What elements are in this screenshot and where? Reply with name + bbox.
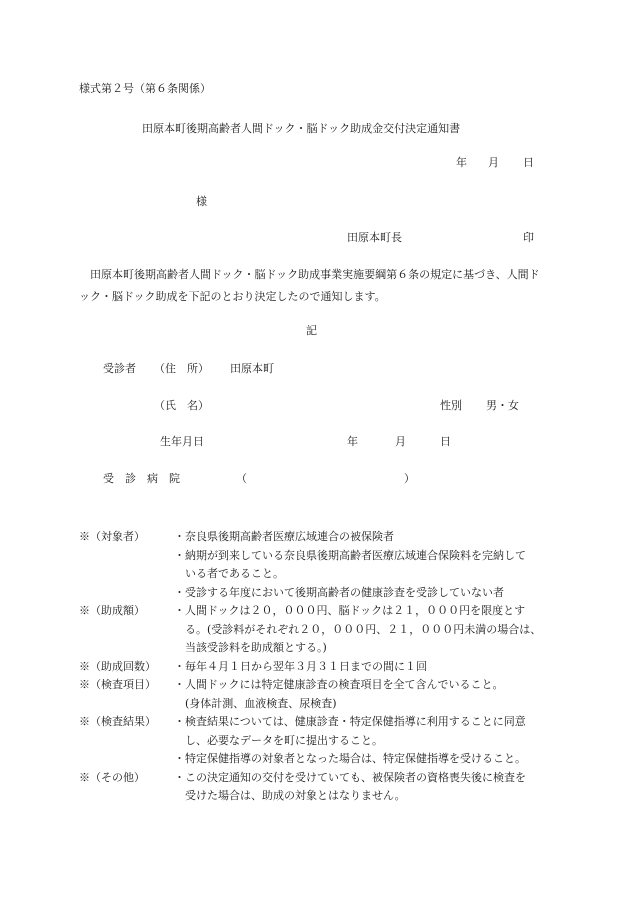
body-paragraph: 田原本町後期高齢者人間ドック・脳ドック助成事業実施要綱第６条の規定に基づき、人間ドック・脳ドック助成を下記のとおり決定したので通知します。	[79, 268, 540, 303]
note-line: ・特定保健指導の対象者となった場合は、特定保健指導を受けること。	[174, 752, 526, 765]
note-label: ※（検査項目）	[79, 678, 156, 691]
note-line: 当該受診料を助成額とする。)	[174, 641, 327, 654]
note-label: ※（対象者）	[79, 530, 145, 543]
note-line: ・受診する年度において後期高齢者の健康診査を受診していない者	[174, 585, 504, 599]
birth-day: 日	[440, 435, 451, 448]
date-year: 年	[456, 156, 467, 169]
note-label: ※（検査結果）	[79, 715, 156, 728]
recipient-honorific: 様	[196, 195, 207, 208]
hospital-label: 受 診 病 院	[103, 472, 180, 485]
note-line: ・毎年４月１日から翌年３月３１日までの間に１回	[174, 659, 427, 673]
hospital-paren-close: ）	[404, 472, 415, 485]
seal-mark: 印	[523, 231, 534, 244]
note-label: ※（助成額）	[79, 604, 145, 617]
issuer-name: 田原本町長	[347, 231, 402, 244]
note-line: ・人間ドックには特定健康診査の検査項目を全て含んでいること。	[174, 678, 504, 691]
gender-label: 性別	[440, 399, 462, 412]
birth-year: 年	[347, 435, 358, 448]
note-label: ※（その他）	[79, 770, 145, 784]
ki-heading: 記	[306, 324, 317, 337]
note-line: 受けた場合は、助成の対象とはなりません。	[174, 789, 406, 802]
name-label: （氏 名）	[154, 399, 209, 412]
note-line: る。(受診料がそれぞれ２０，０００円、２１，０００円未満の場合は、	[174, 622, 542, 636]
hospital-paren-open: （	[236, 472, 247, 485]
note-line: ・奈良県後期高齢者医療広域連合の被保険者	[174, 530, 394, 543]
address-label: （住 所）	[154, 362, 209, 375]
document-title: 田原本町後期高齢者人間ドック・脳ドック助成金交付決定通知書	[142, 122, 461, 135]
address-value: 田原本町	[230, 362, 274, 375]
form-number: 様式第２号（第６条関係）	[79, 82, 211, 95]
note-line: し、必要なデータを町に提出すること。	[174, 733, 383, 747]
note-line: (身体計測、血液検査、尿検査)	[174, 696, 337, 710]
date-day: 日	[523, 156, 534, 169]
birthdate-label: 生年月日	[160, 435, 204, 448]
gender-options: 男・女	[486, 399, 519, 412]
birth-month: 月	[395, 435, 406, 448]
examinee-label: 受診者	[103, 362, 136, 375]
date-month: 月	[488, 156, 499, 169]
note-label: ※（助成回数）	[79, 659, 156, 673]
note-line: ・検査結果については、健康診査・特定保健指導に利用することに同意	[174, 715, 526, 728]
note-line: いる者であること。	[174, 567, 284, 580]
note-line: ・人間ドックは２０，０００円、脳ドックは２１，０００円を限度とす	[174, 604, 526, 617]
note-line: ・納期が到来している奈良県後期高齢者医療広域連合保険料を完納して	[174, 548, 526, 562]
note-line: ・この決定通知の交付を受けていても、被保険者の資格喪失後に検査を	[174, 770, 526, 784]
